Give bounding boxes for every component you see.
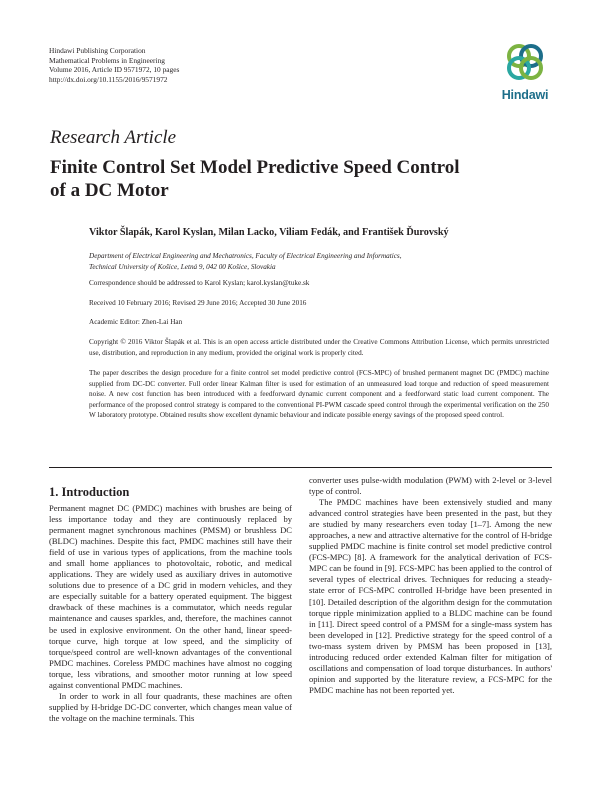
article-dates: Received 10 February 2016; Revised 29 June 2016; Accepted 30 June 2016 [89, 299, 307, 307]
journal-header [49, 46, 179, 84]
copyright-notice: Copyright © 2016 Viktor Šlapák et al. This is an open access article distributed under the Creative Commons Attribution License, which permits unrestricted use, distribution, and reproduction in any medium, provided the original work is properly cited. [89, 338, 549, 357]
body-column-left [49, 503, 292, 724]
affiliation-line: Technical University of Košice, Letná 9, 042 00 Košice, Slovakia [89, 262, 276, 271]
article-title: Finite Control Set Model Predictive Speed Control of a DC Motor [50, 157, 460, 201]
body-column-right [309, 475, 552, 696]
doi-link[interactable]: http://dx.doi.org/10.1155/2016/9571972 [49, 74, 168, 84]
logo-text: Hindawi [501, 88, 549, 102]
hindawi-rings-icon [497, 38, 553, 86]
abstract: The paper describes the design procedure for a finite control set model predictive control (FCS-MPC) of brushed permanent magnet DC (PMDC) machine supplied from DC-DC converter. Full order linear Kalman filter is used for estimation of an unmeasured load torque and reduction of speed measurement noise. A new cost function has been introduced with a feedforward dynamic current component and a feedforward static load current component. The performance of the proposed control strategy is compared to the conventional PI-PWM cascade speed control through the experimental verification on the 250 W laboratory prototype. Obtained results show excellent dynamic behaviour and indicate possible energy savings of the proposed speed control. [89, 369, 549, 420]
paragraph: The PMDC machines have been extensively studied and many advanced control strategies have been presented in the past, but they are studied by many researchers even today [1–7]. Among the new approaches, a new and attractive alternative for the control of H-bridge supplied PMDC machine is finite control set model predictive control (FCS-MPC) [8]. A framework for the analytical derivation of FCS-MPC can be found in [9]. FCS-MPC has been applied to the control of several types of electrical drives. Techniques for reducing a steady-state error of FCS-MPC controlled H-bridge have been presented in [10]. Detailed description of the algorithm design for the commutation torque ripple minimization applied to a BLDC machine can be found in [11]. Direct speed control of a PMSM for a single-mass system has been developed in [12]. Predictive strategy for the speed control of a two-mass system driven by PMSM has been proposed in [13], introducing reduced order extended Kalman filter for mitigation of oscillations and compensation of load torque disturbances. In authors' opinion and supported by the literature review, a FCS-MPC for the PMDC machine has not been reported yet. [309, 497, 552, 695]
paragraph: converter uses pulse-width modulation (PWM) with 2-level or 3-level type of control. [309, 475, 552, 497]
affiliation-line: Department of Electrical Engineering and Mechatronics, Faculty of Electrical Engineering and Informatics, [89, 252, 402, 260]
hindawi-logo [497, 38, 553, 106]
divider [49, 467, 552, 468]
paragraph: In order to work in all four quadrants, these machines are often supplied by H-bridge DC-DC converter, which changes mean value of the voltage on the machine terminals. This [49, 690, 292, 723]
section-heading: 1. Introduction [49, 485, 130, 499]
academic-editor: Academic Editor: Zhen-Lai Han [89, 318, 183, 326]
journal-name: Mathematical Problems in Engineering [49, 55, 165, 65]
publisher-line: Hindawi Publishing Corporation [49, 46, 146, 55]
author-list: Viktor Šlapák, Karol Kyslan, Milan Lacko, Viliam Fedák, and František Ďurovský [89, 227, 449, 238]
affiliation [89, 251, 402, 272]
article-type: Research Article [50, 127, 177, 148]
paragraph: Permanent magnet DC (PMDC) machines with brushes are being of less importance today and they are continuously replaced by permanent magnet synchronous machines (PMSM) or brushless DC (BLDC) machines. Despite this fact, PMDC machines still have their field of use in various types of applications, from the machine tools and small home appliances to photovoltaic, robotic, and medical applications. They are widely used as auxiliary drives in automotive solutions due to presence of a DC grid in modern vehicles, and they are especially suitable for a battery operated equipment. The biggest drawback of these machines is a commutator, which needs regular maintenance and causes sparkles, and, therefore, the machines cannot be used in explosive environment. On the other hand, linear speed-torque curve, high torque at low speed, and the simplicity of torque/speed control are well-known advantages of the conventional PMDC machines. Coreless PMDC machines have almost no cogging torque, less vibrations, and smoother motor running at low speed against conventional PMDC machines. [49, 503, 292, 690]
volume-info: Volume 2016, Article ID 9571972, 10 pages [49, 65, 180, 75]
correspondence: Correspondence should be addressed to Karol Kyslan; karol.kyslan@tuke.sk [89, 279, 310, 287]
